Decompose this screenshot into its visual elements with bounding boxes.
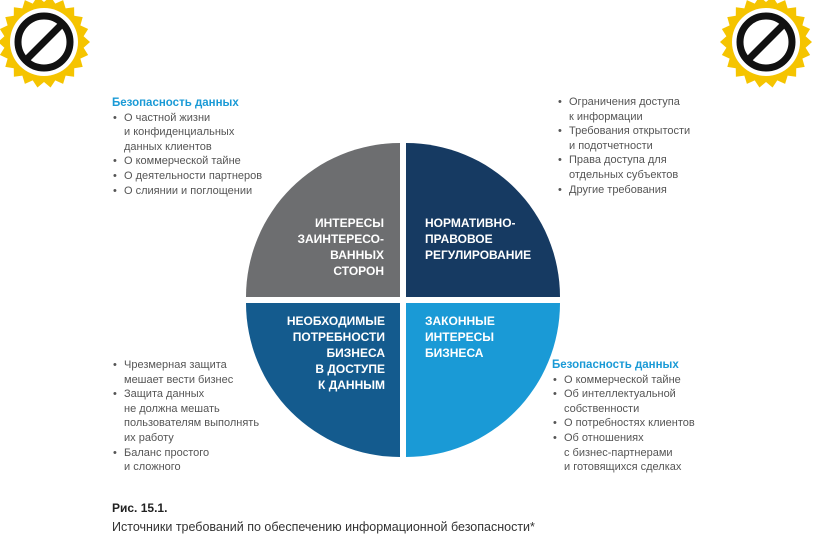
list-item: • О потребностях клиентов — [552, 416, 732, 431]
list-item: • О коммерческой тайне — [112, 154, 302, 169]
note-top-right — [557, 95, 727, 197]
note-heading: Безопасность данных — [552, 359, 679, 371]
list-item: • Права доступа для отдельных субъектов — [557, 153, 727, 182]
quadrant-label-stakeholders: ИНТЕРЕСЫ ЗАИНТЕРЕСО- ВАННЫХ СТОРОН — [297, 216, 384, 278]
list-item: • Чрезмерная защита мешает вести бизнес — [112, 358, 302, 387]
list-item: • О частной жизни и конфиденциальных данных клиентов — [112, 111, 302, 155]
figure-caption: Источники требований по обеспечению информационной безопасности* — [112, 520, 535, 534]
no-entry-icon — [0, 0, 92, 90]
figure-number: Рис. 15.1. — [112, 501, 168, 515]
list-item: • Требования открытости и подотчетности — [557, 124, 727, 153]
quadrant-label-regulation: НОРМАТИВНО- ПРАВОВОЕ РЕГУЛИРОВАНИЕ — [425, 216, 532, 262]
list-item: • Об интеллектуальной собственности — [552, 387, 732, 416]
quadrant-label-business-needs: НЕОБХОДИМЫЕ ПОТРЕБНОСТИ БИЗНЕСА В ДОСТУПЕ К ДАННЫМ — [286, 314, 385, 392]
note-top-left — [112, 96, 302, 198]
list-item: • О деятельности партнеров — [112, 169, 302, 184]
note-heading: Безопасность данных — [112, 97, 239, 109]
quadrant-label-business-interests: ЗАКОННЫЕ ИНТЕРЕСЫ БИЗНЕСА — [425, 314, 495, 360]
list-item: • Баланс простого и сложного — [112, 446, 302, 475]
list-item: • Об отношениях с бизнес-партнерами и готовящихся сделках — [552, 431, 732, 475]
list-item: • О коммерческой тайне — [552, 373, 732, 388]
list-item: • Защита данных не должна мешать пользователям выполнять их работу — [112, 387, 302, 445]
list-item: • Другие требования — [557, 183, 727, 198]
no-entry-icon — [718, 0, 814, 90]
note-bottom-right — [552, 358, 732, 475]
note-bottom-left — [112, 358, 302, 475]
list-item: • Ограничения доступа к информации — [557, 95, 727, 124]
list-item: • О слиянии и поглощении — [112, 184, 302, 199]
